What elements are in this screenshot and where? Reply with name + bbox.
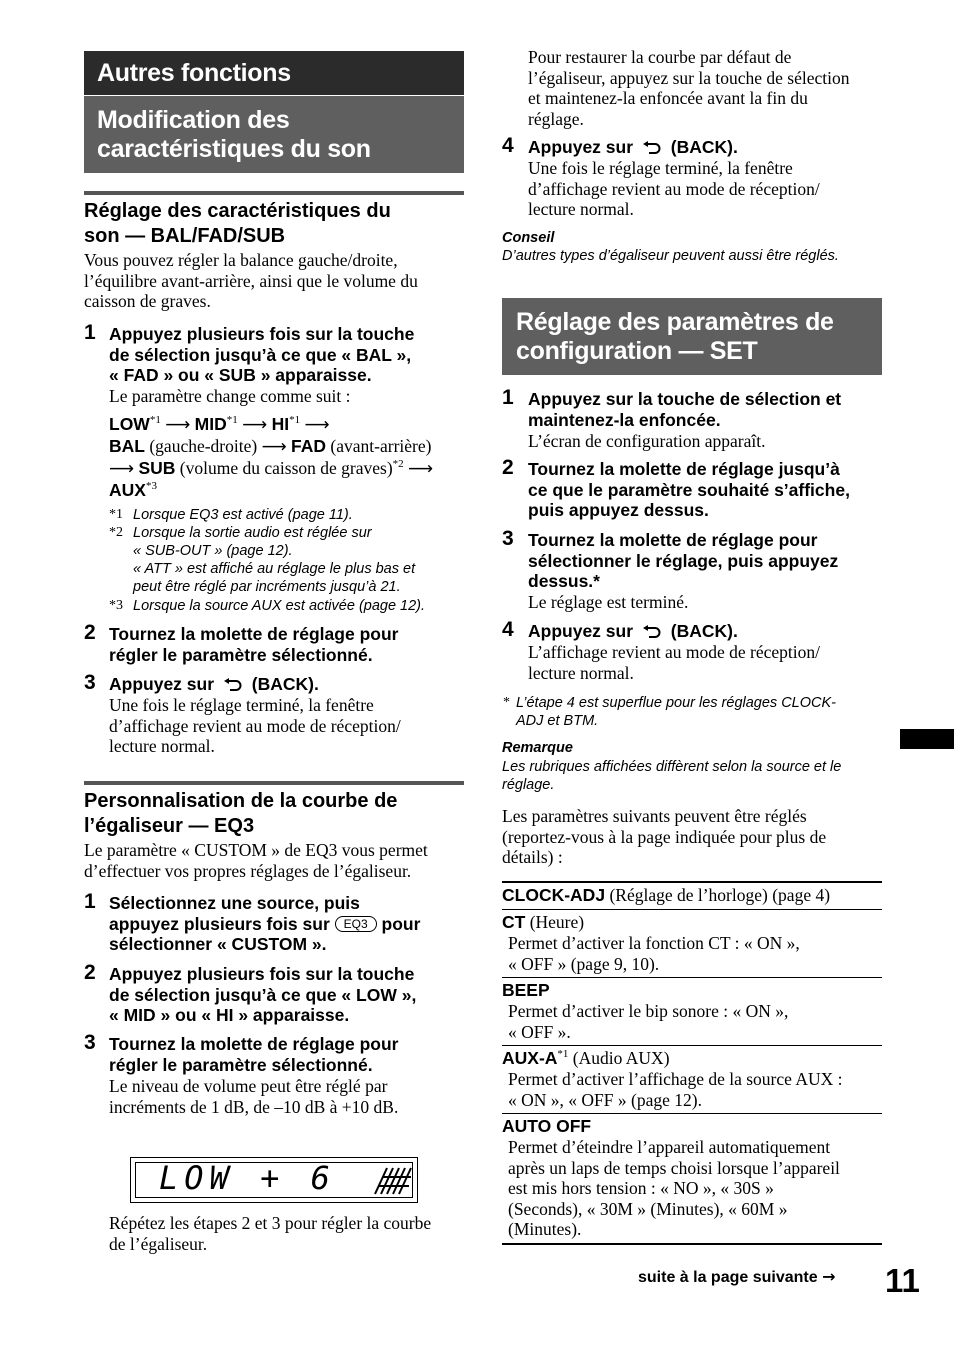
text-line: lecture normal. [528,662,634,683]
step-line: régler le paramètre sélectionné. [109,1054,373,1075]
text-line: lecture normal. [528,199,634,220]
table-rule [502,909,882,910]
param-hi: HI [271,414,290,434]
step-line: puis appuyez dessus. [528,500,709,521]
text-line: détails) : [502,847,563,868]
step-text [109,893,469,955]
heading-bal-fad-sub [84,199,464,249]
step-number: 2 [84,961,96,984]
arrow-icon: ⟶ [165,415,191,435]
back-icon [223,678,243,692]
setting-desc: (Audio AUX) [572,1048,670,1068]
setting-detail [508,1137,878,1240]
text-line: Répétez les étapes 2 et 3 pour régler la courbe [109,1213,432,1233]
footnote-mark: *3 [109,598,123,613]
step-line: Appuyez sur la touche de sélection et [528,389,842,409]
step-line: sélectionner le réglage, puis appuyez [528,550,839,571]
setting-desc: (Réglage de l’horloge) (page 4) [609,885,831,905]
setting-detail [508,1001,878,1042]
lcd-display [130,1157,418,1203]
step-number: 1 [84,321,96,344]
setting-detail [508,1069,878,1110]
banner-line: Modification des [97,106,290,134]
arrow-icon: ⟶ [109,459,135,479]
table-rule [502,1113,882,1114]
footnote: Lorsque la source AUX est activée (page 12). [133,598,426,614]
table-row [502,980,550,1001]
table-rule [502,1243,882,1245]
text-line: Permet d’éteindre l’appareil automatiquement [508,1137,831,1157]
footnote-mark: *2 [392,458,404,471]
footnote-mark: *1 [289,414,301,427]
footnote-line: L’étape 4 est superflue pour les réglages CLOCK- [516,695,836,711]
footnote-mark: *1 [226,414,238,427]
table-row [502,885,830,906]
tip-text: D’autres types d’égaliseur peuvent aussi être réglés. [502,248,839,264]
banner-line: Réglage des paramètres de [516,308,834,336]
param-mid: MID [194,414,227,434]
banner-line: configuration — SET [516,337,758,365]
param-desc: (volume du caisson de graves) [179,458,393,478]
section-banner-setup [502,298,882,375]
step-line: (BACK). [670,137,738,157]
text-line: Pour restaurer la courbe par défaut de [528,47,792,67]
text-line: réglage. [528,108,584,129]
step-subtext: Le paramètre change comme suit : [109,386,351,406]
param-bal: BAL [109,436,145,456]
step-number: 1 [84,890,96,913]
setting-key: CLOCK-ADJ [502,885,606,905]
text-line: l’équilibre avant-arrière, ainsi que le volume du [84,270,418,291]
text-line: Permet d’activer l’affichage de la source AUX : [508,1069,843,1089]
text-line: Vous pouvez régler la balance gauche/droite, [84,250,398,270]
continued-text: suite à la page suivante [638,1269,818,1286]
text-line: d’affichage revient au mode de réception/ [109,715,401,736]
heading-line: son — BAL/FAD/SUB [84,225,286,247]
setting-desc: (Heure) [529,912,585,932]
step-text [109,624,469,665]
intro-bal [84,250,464,312]
continued-note [638,1267,835,1288]
text-line: est mis hors tension : « NO », « 30S » [508,1178,774,1199]
setting-key: AUX-A [502,1048,558,1068]
lcd-readout: LOW + 6 [159,1159,336,1197]
table-rule [502,977,882,978]
repeat-instruction [109,1213,469,1254]
param-aux: AUX [109,480,146,500]
tip-title: Conseil [502,230,555,246]
footnote-line: « ATT » est affiché au réglage le plus bas et [133,561,416,577]
step-line: « FAD » ou « SUB » apparaisse. [109,365,372,386]
step-number: 2 [502,456,514,479]
step-line: Tournez la molette de réglage jusqu’à [528,459,840,479]
step-line: (BACK). [251,674,319,694]
remark-line: Les rubriques affichées diffèrent selon la source et le [502,759,842,775]
step-line: de sélection jusqu’à ce que « BAL », [109,344,412,365]
step-subtext [528,158,888,220]
footnote-line: Lorsque la sortie audio est réglée sur [133,525,372,541]
arrow-icon: ⟶ [242,415,268,435]
step-line: Appuyez plusieurs fois sur la touche [109,964,415,984]
step-line: Appuyez sur [528,137,634,157]
step-text [109,324,469,386]
text-line: Une fois le réglage terminé, la fenêtre [528,158,793,178]
step-number: 1 [502,386,514,409]
step-subtext [109,695,469,757]
page-number: 11 [885,1262,920,1299]
arrow-icon: → [822,1267,836,1286]
step-number: 4 [502,134,514,157]
text-line: (Minutes). [508,1219,582,1240]
footnote-mark: *1 [557,1048,569,1061]
text-line: lecture normal. [109,736,215,757]
step-line: pour [381,913,421,934]
intro-eq3 [84,840,464,881]
equalizer-icon [371,1166,413,1196]
step-text [528,459,888,521]
text-line: Permet d’activer le bip sonore : « ON », [508,1001,789,1021]
step-number: 4 [502,618,514,641]
footnote: Lorsque EQ3 est activé (page 11). [133,507,353,523]
parameter-sequence [109,414,469,501]
step-number: 3 [84,671,96,694]
table-row [502,1048,670,1069]
step-text [109,1034,469,1075]
setting-key: CT [502,912,526,932]
remark-title: Remarque [502,740,573,756]
param-desc: (avant-arrière) [330,436,432,456]
step-line: appuyez plusieurs fois sur [109,913,330,934]
step-line: maintenez-la enfoncée. [528,409,721,430]
step-line: (BACK). [670,621,738,641]
heading-line: Réglage des caractéristiques du [84,200,391,222]
section-rule [84,781,464,785]
text-line: d’effectuer vos propres réglages de l’égaliseur. [84,860,412,881]
back-icon [642,625,662,639]
text-line: Permet d’activer la fonction CT : « ON », [508,933,800,953]
text-line: après un laps de temps choisi lorsque l’appareil [508,1157,840,1178]
chapter-banner: Autres fonctions [84,51,464,95]
step-line: Tournez la molette de réglage pour [109,1034,399,1054]
step-text [109,674,469,695]
step-subtext [528,642,888,683]
param-desc: (gauche-droite) [149,436,258,456]
setting-detail [508,933,878,974]
step-line: Sélectionnez une source, puis [109,893,360,913]
text-line: « OFF ». [508,1021,571,1042]
heading-line: Personnalisation de la courbe de [84,790,398,812]
table-rule [502,881,882,883]
step-text [528,621,888,642]
step-number: 2 [84,621,96,644]
arrow-icon: ⟶ [261,437,287,457]
text-line: « ON », « OFF » (page 12). [508,1089,702,1110]
heading-eq3 [84,789,464,839]
section-tab-marker [900,729,954,749]
arrow-icon: ⟶ [304,415,330,435]
remark-line: réglage. [502,777,555,793]
step-text [528,530,888,592]
table-rule [502,1045,882,1046]
step-number: 3 [84,1031,96,1054]
text-line: l’égaliseur, appuyez sur la touche de sélection [528,67,850,88]
text-line: Les paramètres suivants peuvent être réglés [502,806,807,826]
settings-intro [502,806,882,868]
footnote-mark: * [503,695,510,710]
text-line: Le niveau de volume peut être réglé par [109,1076,388,1096]
table-row [502,1116,591,1137]
text-line: L’affichage revient au mode de réception/ [528,642,821,662]
table-row [502,912,584,933]
footnote-line: peut être réglé par incréments jusqu’à 21. [133,579,401,595]
text-line: (reportez-vous à la page indiquée pour plus de [502,826,827,847]
step-subtext: L’écran de configuration apparaît. [528,431,766,451]
restore-instruction [528,47,888,129]
back-icon [642,141,662,155]
step-subtext: Le réglage est terminé. [528,592,689,612]
section-banner-sound [84,96,464,173]
step-subtext [109,1076,469,1117]
text-line: Une fois le réglage terminé, la fenêtre [109,695,374,715]
step-line: régler le paramètre sélectionné. [109,644,373,665]
footnote-mark: *1 [149,414,161,427]
param-low: LOW [109,414,150,434]
text-line: d’affichage revient au mode de réception/ [528,178,820,199]
setting-key: AUTO OFF [502,1116,592,1136]
step-line: « MID » ou « HI » apparaisse. [109,1005,350,1026]
arrow-icon: ⟶ [408,459,434,479]
footnote-line: « SUB-OUT » (page 12). [133,543,293,559]
remark-text [502,758,882,794]
section-rule [84,191,464,195]
eq3-button: EQ3 [335,916,377,932]
text-line: de l’égaliseur. [109,1233,208,1254]
text-line: caisson de graves. [84,291,211,312]
param-fad: FAD [291,436,327,456]
step-line: de sélection jusqu’à ce que « LOW », [109,984,417,1005]
setting-key: BEEP [502,980,550,1000]
text-line: et maintenez-la enfoncée avant la fin du [528,88,808,109]
text-line: incréments de 1 dB, de –10 dB à +10 dB. [109,1096,399,1117]
text-line: (Seconds), « 30M » (Minutes), « 60M » [508,1198,788,1219]
step-text [109,964,469,1026]
step-text [528,137,888,158]
footnote-mark: *1 [109,507,123,522]
param-sub: SUB [138,458,176,478]
step-line: Tournez la molette de réglage pour [109,624,399,644]
step-line: Appuyez sur [109,674,215,694]
footnote [516,694,876,730]
footnote-mark: *2 [109,525,123,540]
text-line: Le paramètre « CUSTOM » de EQ3 vous permet [84,840,428,860]
footnote-mark: *3 [145,480,157,493]
text-line: « OFF » (page 9, 10). [508,953,660,974]
step-line: Tournez la molette de réglage pour [528,530,818,550]
step-text [528,389,888,430]
step-line: sélectionner « CUSTOM ». [109,934,327,955]
step-line: Appuyez plusieurs fois sur la touche [109,324,415,344]
step-line: Appuyez sur [528,621,634,641]
banner-line: caractéristiques du son [97,135,371,163]
heading-line: l’égaliseur — EQ3 [84,815,255,837]
step-number: 3 [502,527,514,550]
step-line: ce que le paramètre souhaité s’affiche, [528,479,850,500]
step-line: dessus.* [528,571,600,592]
footnote-line: ADJ et BTM. [516,713,599,729]
footnote [133,524,468,596]
